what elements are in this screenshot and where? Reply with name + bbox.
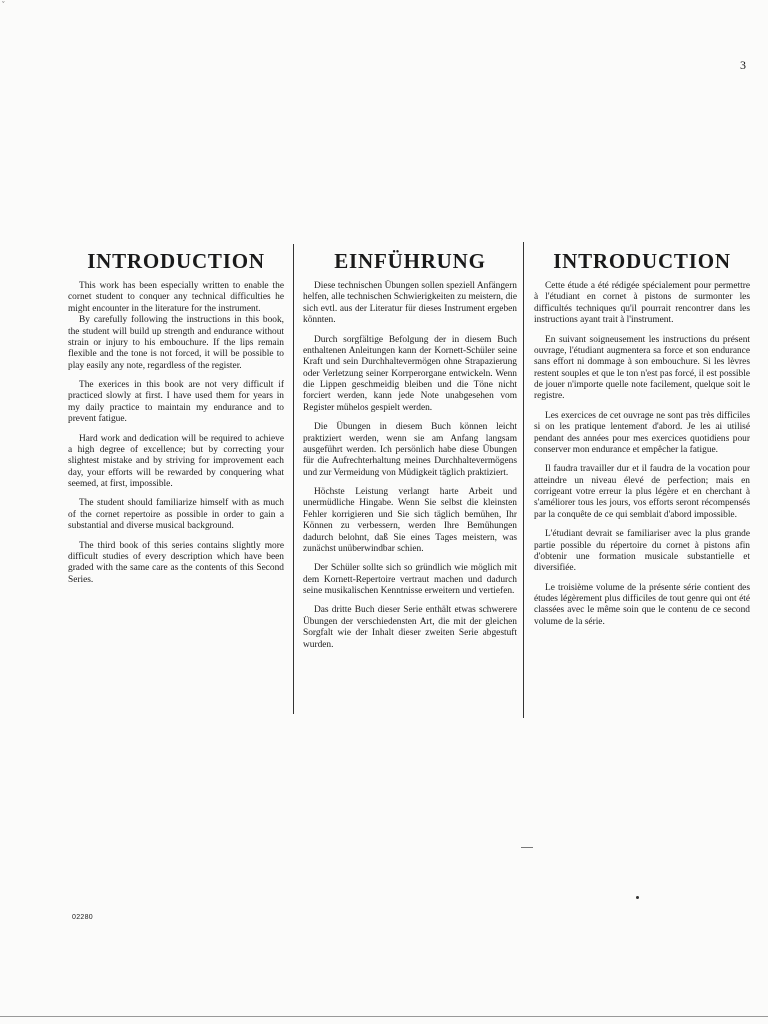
divider-right — [523, 242, 524, 718]
english-paragraph-2: By carefully following the instructions in this book, the student will build up strength and endurance without strain or injury to his embouchure. If the lips remain flexible and the tone is not forced, it will be possible to play easily any note, regardless of the register. — [68, 315, 284, 371]
french-paragraph-1: Cette étude a été rédigée spécialement pour permettre à l'étudiant en cornet à pistons de surmonter les difficultés techniques qu'il pourrait rencontrer dans les instructions ayant trait à l'instrument. — [534, 281, 750, 326]
bottom-edge-line — [0, 1016, 768, 1017]
footer-code: 02280 — [72, 914, 93, 921]
german-paragraph-4: Höchste Leistung verlangt harte Arbeit und unermüdliche Hingabe. Wenn Sie selbst die kleinsten Fehler korrigieren und Sie sich täglich bemühen, Ihr Können zu verbessern, werden Ihre Bemühungen dadurch belohnt, daß Sie eines Tages meistern, was zunächst unüberwindbar schien. — [303, 487, 517, 554]
divider-left — [293, 244, 294, 714]
page-number: 3 — [740, 58, 746, 72]
french-paragraph-2: En suivant soigneusement les instructions du présent ouvrage, l'étudiant augmentera sa force et son endurance sans effort ni dommage à son embouchure. Si les lèvres restent souples et que le ton n'est pas forcé, il est possible de jouer n'importe quelle note facilement, quelque soit le registre. — [534, 334, 750, 402]
german-paragraph-3: Die Übungen in diesem Buch können leicht praktiziert werden, wenn sie am Anfang langsam ausgeführt werden. Ich persönlich habe diese Übungen für die Aufrechterhaltung meines Durchhaltevermögens und zur Vermeidung von Müdigkeit täglich praktiziert. — [303, 422, 517, 478]
french-paragraph-3: Les exercices de cet ouvrage ne sont pas très difficiles si on les pratique lentement d'abord. Je les ai utilisé pendant des années pour mes exercices quotidiens pour conserver mon endurance et empêcher la fatigue. — [534, 410, 750, 455]
french-column — [534, 250, 750, 636]
german-title: EINFÜHRUNG — [334, 249, 486, 273]
english-paragraph-6: The third book of this series contains slightly more difficult studies of every description which have been graded with the same care as the contents of this Second Series. — [68, 540, 284, 585]
english-column — [68, 250, 284, 594]
french-paragraph-4: Il faudra travailler dur et il faudra de la vocation pour atteindre un niveau élevé de perfection; mais en corrigeant votre erreur la plus légère et en cherchant à s'améliorer tous les jours, vos efforts seront récompensés par la conquête de ce qui semblait d'abord impossible. — [534, 464, 750, 520]
french-title: INTRODUCTION — [553, 249, 731, 273]
english-paragraph-5: The student should familiarize himself with as much of the cornet repertoire as possible in order to gain a substantial and diverse musical background. — [68, 498, 284, 532]
english-paragraph-3: The exerices in this book are not very difficult if practiced slowly at first. I have used them for years in my daily practice to maintain my endurance and to prevent fatigue. — [68, 380, 284, 425]
scan-mark-short — [521, 847, 533, 848]
french-paragraph-5: L'étudiant devrait se familiariser avec la plus grande partie possible du répertoire du cornet à pistons afin d'obtenir une formation musicale substantielle et diversifiée. — [534, 529, 750, 574]
scan-dot — [636, 896, 639, 899]
german-paragraph-2: Durch sorgfältige Befolgung der in diesem Buch enthaltenen Anleitungen kann der Kornett-Schüler seine Kraft und sein Durchhaltevermögen ohne Strapazierung oder Verletzung seiner Korrperorgane entwickeln. Wenn die Lippen geschmeidig bleiben und die Töne nicht forciert werden, kann jede Note unabgesehen vom Register mühelos gespielt werden. — [303, 334, 517, 413]
english-title: INTRODUCTION — [87, 249, 265, 273]
corner-mark: ˇ — [2, 0, 5, 9]
german-paragraph-1: Diese technischen Übungen sollen speziell Anfängern helfen, alle technischen Schwierigkeiten zu meistern, die sich evtl. aus der Literatur für dieses Instrument ergeben könnten. — [303, 281, 517, 326]
german-column — [303, 250, 517, 659]
german-paragraph-5: Der Schüler sollte sich so gründlich wie möglich mit dem Kornett-Repertoire vertraut machen und dadurch seine musikalischen Kenntnisse erweitern und vertiefen. — [303, 563, 517, 597]
french-paragraph-6: Le troisième volume de la présente série contient des études légèrement plus difficiles de tout genre qui ont été classées avec le même soin que le contenu de ce second volume de la série. — [534, 582, 750, 627]
english-paragraph-4: Hard work and dedication will be required to achieve a high degree of excellence; but by correcting your slightest mistake and by striving for improvement each day, your efforts will be rewarded by conquering what seemed, at first, impossible. — [68, 433, 284, 490]
german-paragraph-6: Das dritte Buch dieser Serie enthält etwas schwerere Übungen der verschiedensten Art, die mit der gleichen Sorgfalt wie der Inhalt dieser zweiten Serie abgestuft wurden. — [303, 605, 517, 650]
english-paragraph-1: This work has been especially written to enable the cornet student to conquer any technical difficulties he might encounter in the literature for the instrument. — [68, 281, 284, 314]
